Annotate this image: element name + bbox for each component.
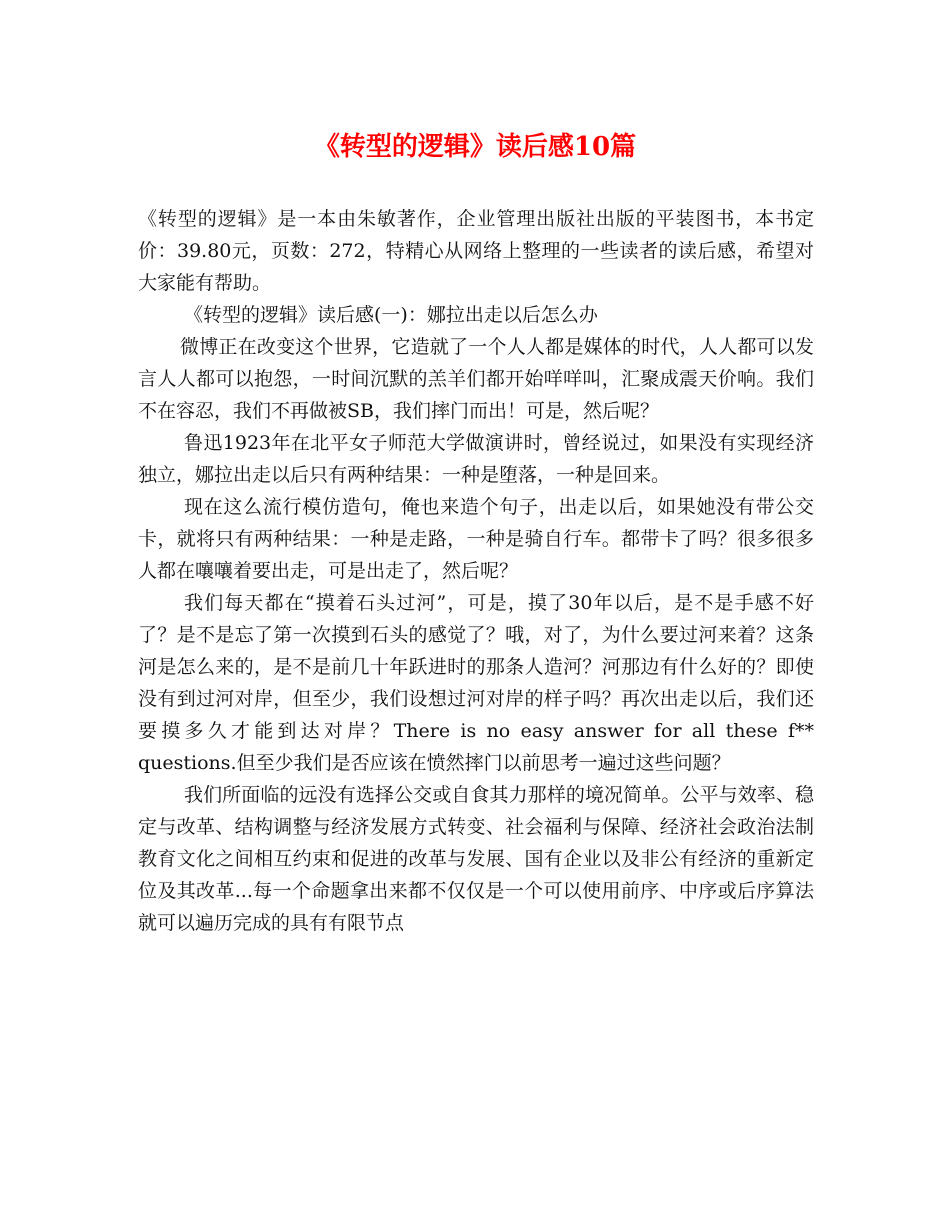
body-paragraph: 鲁迅1923年在北平女子师范大学做演讲时，曾经说过，如果没有实现经济独立，娜拉出走以后只有两种结果：一种是堕落，一种是回来。 <box>138 432 814 486</box>
body-paragraph: 微博正在改变这个世界，它造就了一个人人都是媒体的时代，人人都可以发言人人都可以抱怨，一时间沉默的羔羊们都开始咩咩叫，汇聚成震天价响。我们不在容忍，我们不再做被SB，我们摔门而出！可是，然后呢？ <box>138 336 814 422</box>
body-paragraph: 我们所面临的远没有选择公交或自食其力那样的境况简单。公平与效率、稳定与改革、结构调整与经济发展方式转变、社会福利与保障、经济社会政治法制教育文化之间相互约束和促进的改革与发展、国有企业以及非公有经济的重新定位及其改革...每一个命题拿出来都不仅仅是一个可以使用前序、中序或后序算法就可以遍历完成的具有有限节点 <box>138 784 814 934</box>
document-body <box>138 203 814 939</box>
body-paragraph: 现在这么流行模仿造句，俺也来造个句子，出走以后，如果她没有带公交卡，就将只有两种结果：一种是走路，一种是骑自行车。都带卡了吗？很多很多人都在嚷嚷着要出走，可是出走了，然后呢？ <box>138 496 814 582</box>
body-paragraph: 我们每天都在“摸着石头过河”，可是，摸了30年以后，是不是手感不好了？是不是忘了第一次摸到石头的感觉了？哦，对了，为什么要过河来着？这条河是怎么来的，是不是前几十年跃进时的那条人造河？河那边有什么好的？即使没有到过河对岸，但至少，我们设想过河对岸的样子吗？再次出走以后，我们还要摸多久才能到达对岸？There is no easy answer for all these f** questions.但至少我们是否应该在愤然摔门以前思考一遍过这些问题？ <box>138 592 814 774</box>
intro-paragraph: 《转型的逻辑》是一本由朱敏著作，企业管理出版社出版的平装图书，本书定价：39.80元，页数：272，特精心从网络上整理的一些读者的读后感，希望对大家能有帮助。 <box>138 208 814 294</box>
section-heading: 《转型的逻辑》读后感(一)：娜拉出走以后怎么办 <box>184 304 598 326</box>
document-title: 《转型的逻辑》读后感10篇 <box>313 132 637 162</box>
